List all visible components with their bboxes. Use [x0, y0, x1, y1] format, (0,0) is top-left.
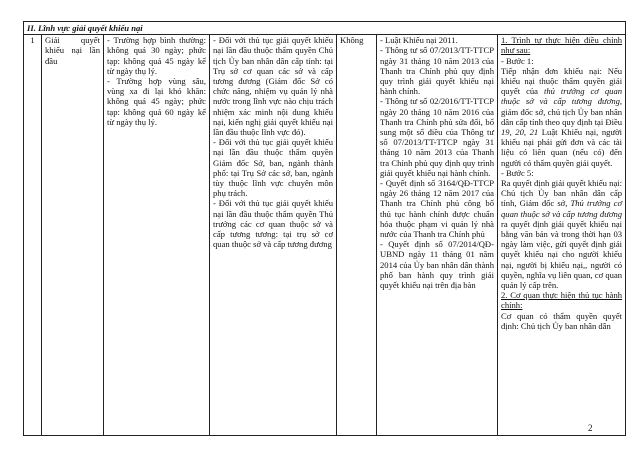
deadline-cell [104, 35, 210, 436]
step5-text-b: ra quyết định giải quyết khiếu nại bằng văn bản và trong thời hạn 03 ngày làm việc, gửi quyết định giải quyết khiếu nại cho người khiếu nại, người bị khiếu nại,, người có quyền, nghĩa vụ liên quan, cơ quan quản lý cấp trên. [501, 218, 623, 291]
legal-item: - Thông tư số 07/2013/TT-TTCP ngày 31 tháng 10 năm 2013 của Thanh tra Chính phủ quy định quy trình giải quyết khiếu nại hành chính. [380, 45, 494, 97]
legal-item: - Thông tư số 02/2016/TT-TTCP ngày 20 tháng 10 năm 2016 của Thanh tra Chính phủ sửa đổi, bổ sung một số điều của Thông tư số 07/2013/TT-TTCP ngày 31 tháng 10 năm 2013 của Thanh tra Chính phủ quy định quy trình giải quyết khiếu nại hành chính. [380, 96, 494, 178]
place-department: - Đối với thủ tục giải quyết khiếu nại lần đầu thuộc thẩm quyền Giám đốc Sở, ban, ngành thành phố: tại Trụ Sở các sở, ban, ngành tùy thuộc lĩnh vực chuyên môn phụ trách. [213, 137, 333, 199]
step1-text [501, 66, 622, 168]
deadline-remote: - Trường hợp vùng sâu, vùng xa đi lại khó khăn: không quá 45 ngày; phức tạp: không quá 60 ngày kể từ ngày thụ lý. [107, 76, 206, 127]
step1-text-a: Tiếp nhận đơn khiếu nại: Nếu khiếu nại thuộc thẩm quyền giải quyết của [501, 65, 623, 97]
procedure-title: 1. Trình tự thực hiện điều chỉnh như sau: [501, 35, 623, 56]
procedure-table [23, 21, 626, 436]
step1-text-italic: thủ trưởng cơ quan thuộc sở và cấp tương đương [501, 86, 623, 107]
procedure-name: Giải quyết khiếu nại lần đầu [42, 35, 104, 436]
procedure-cell [498, 35, 626, 436]
legal-item: - Luật Khiếu nại 2011. [380, 35, 458, 46]
table-row [24, 35, 626, 436]
place-agency: - Đối với thủ tục giải quyết khiếu nại lần đầu thuộc thẩm quyền Thủ trưởng các cơ quan thuộc sở và cấp tương tương: tại trụ sở cơ quan thuộc sở và cấp tương đương [213, 198, 333, 250]
step1-articles: 19, 20, 21 [501, 127, 539, 138]
deadline-normal: - Trường hợp bình thường: không quá 30 ngày; phức tạp: không quá 45 ngày kể từ ngày thụ lý. [107, 35, 206, 76]
place-cell [210, 35, 337, 436]
step5-text [501, 178, 622, 290]
section-header-row [24, 22, 626, 35]
row-number: 1 [24, 35, 42, 436]
step5-text-italic: Thủ trưởng cơ quan thuộc sở và cấp tương đương [501, 198, 623, 219]
section-header: II. Lĩnh vực giải quyết khiếu nại [24, 22, 626, 35]
step5-label: - Bước 5: [501, 167, 534, 178]
agency-text: Cơ quan có thẩm quyền quyết định: Chủ tịch Ủy ban nhân dân [501, 310, 623, 331]
step1-text-b: , giám đốc sở, chủ tịch Ủy ban nhân dân cấp tỉnh theo quy định tại Điều [501, 96, 623, 127]
agency-title: 2. Cơ quan thực hiện thủ tục hành chính: [501, 290, 623, 311]
fee-cell: Không [337, 35, 377, 436]
legal-item: - Quyết định số 07/2014/QĐ-UBND ngày 11 tháng 01 năm 2014 của Ủy ban nhân dân thành phố ban hành quy trình giải quyết khiếu nại trên địa bàn [380, 239, 494, 291]
step5-text-a: Ra quyết định giải quyết khiếu nại: Chủ tịch Ủy ban nhân dân cấp tỉnh, Giám đốc sở, [501, 178, 623, 209]
legal-basis-cell [377, 35, 498, 436]
place-province: - Đối với thủ tục giải quyết khiếu nại lần đầu thuộc thẩm quyền Chủ tịch Ủy ban nhân dân cấp tỉnh: tại Trụ sở cơ quan các sở và cấp tương đương (Giám đốc Sở có chức năng, nhiệm vụ quản lý nhà nước trong lĩnh vực nào chịu trách nhiệm xác minh nội dung khiếu nại, kiến nghị giải quyết khiếu nại lần đầu thuộc lĩnh vực đó). [213, 35, 333, 138]
legal-item: - Quyết định số 3164/QĐ-TTCP ngày 26 tháng 12 năm 2017 của Thanh tra Chính phủ công bố thủ tục hành chính được chuẩn hóa thuộc phạm vi quản lý nhà nước của Thanh tra Chính phủ [380, 178, 494, 240]
page-number: 2 [588, 423, 593, 433]
step1-text-c: Luật Khiếu nại, người khiếu nại phải gửi đơn và các tài liệu có liên quan (nếu có) đến người có thẩm quyền giải quyết. [501, 127, 623, 168]
step1-label: - Bước 1: [501, 55, 534, 66]
